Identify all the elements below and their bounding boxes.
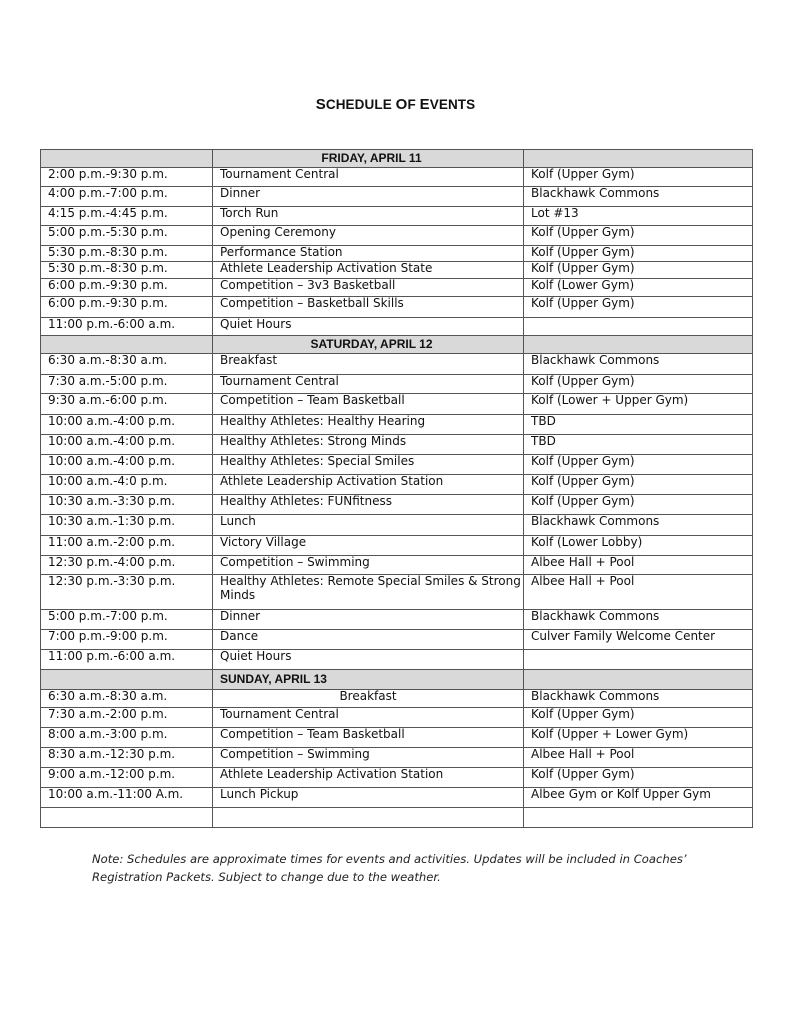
time-cell: 10:00 a.m.-4:00 p.m. bbox=[41, 435, 213, 455]
event-cell: Competition – 3v3 Basketball bbox=[213, 279, 524, 297]
event-cell: Athlete Leadership Activation Station bbox=[213, 475, 524, 495]
location-cell: Kolf (Upper Gym) bbox=[524, 455, 753, 475]
event-cell: Lunch Pickup bbox=[213, 788, 524, 808]
page-title: SCHEDULE OF EVENTS bbox=[315, 96, 476, 113]
location-cell: Blackhawk Commons bbox=[524, 690, 753, 708]
event-cell: Torch Run bbox=[213, 207, 524, 226]
location-cell: Kolf (Upper Gym) bbox=[524, 262, 753, 279]
header-blank-cell bbox=[41, 670, 213, 690]
location-cell: Kolf (Upper + Lower Gym) bbox=[524, 728, 753, 748]
time-cell: 10:00 a.m.-4:0 p.m. bbox=[41, 475, 213, 495]
schedule-row bbox=[41, 708, 753, 728]
time-cell: 11:00 p.m.-6:00 a.m. bbox=[41, 318, 213, 336]
time-cell: 11:00 a.m.-2:00 p.m. bbox=[41, 536, 213, 556]
event-cell: Dinner bbox=[213, 187, 524, 207]
time-cell: 5:00 p.m.-7:00 p.m. bbox=[41, 610, 213, 630]
schedule-row bbox=[41, 808, 753, 828]
schedule-row bbox=[41, 187, 753, 207]
time-cell: 4:00 p.m.-7:00 p.m. bbox=[41, 187, 213, 207]
event-cell: Competition – Team Basketball bbox=[213, 394, 524, 415]
schedule-row bbox=[41, 279, 753, 297]
schedule-row bbox=[41, 207, 753, 226]
location-cell: Culver Family Welcome Center bbox=[524, 630, 753, 650]
location-cell: Kolf (Upper Gym) bbox=[524, 375, 753, 394]
location-cell: Blackhawk Commons bbox=[524, 187, 753, 207]
time-cell: 7:00 p.m.-9:00 p.m. bbox=[41, 630, 213, 650]
time-cell: 7:30 a.m.-5:00 p.m. bbox=[41, 375, 213, 394]
event-cell: Competition – Swimming bbox=[213, 556, 524, 575]
time-cell: 12:30 p.m.-3:30 p.m. bbox=[41, 575, 213, 610]
header-blank-cell bbox=[524, 336, 753, 354]
event-cell: Competition – Team Basketball bbox=[213, 728, 524, 748]
location-cell: Kolf (Upper Gym) bbox=[524, 495, 753, 515]
time-cell: 8:30 a.m.-12:30 p.m. bbox=[41, 748, 213, 768]
time-cell: 6:00 p.m.-9:30 p.m. bbox=[41, 297, 213, 318]
schedule-row bbox=[41, 495, 753, 515]
location-cell: Kolf (Upper Gym) bbox=[524, 226, 753, 246]
location-cell: Kolf (Upper Gym) bbox=[524, 708, 753, 728]
schedule-row bbox=[41, 262, 753, 279]
event-cell: Athlete Leadership Activation Station bbox=[213, 768, 524, 788]
time-cell: 10:00 a.m.-4:00 p.m. bbox=[41, 415, 213, 435]
schedule-row bbox=[41, 415, 753, 435]
location-cell: Blackhawk Commons bbox=[524, 515, 753, 536]
time-cell: 6:30 a.m.-8:30 a.m. bbox=[41, 354, 213, 375]
event-cell: Competition – Swimming bbox=[213, 748, 524, 768]
location-cell: Albee Hall + Pool bbox=[524, 575, 753, 610]
header-blank-cell bbox=[524, 150, 753, 168]
time-cell: 11:00 p.m.-6:00 a.m. bbox=[41, 650, 213, 670]
schedule-row bbox=[41, 318, 753, 336]
event-cell: Quiet Hours bbox=[213, 650, 524, 670]
schedule-row bbox=[41, 246, 753, 262]
event-cell: Competition – Basketball Skills bbox=[213, 297, 524, 318]
location-cell: Kolf (Lower + Upper Gym) bbox=[524, 394, 753, 415]
location-cell: Lot #13 bbox=[524, 207, 753, 226]
schedule-row bbox=[41, 610, 753, 630]
schedule-row bbox=[41, 394, 753, 415]
event-cell bbox=[213, 808, 524, 828]
schedule-row bbox=[41, 455, 753, 475]
location-cell: Albee Hall + Pool bbox=[524, 748, 753, 768]
schedule-row bbox=[41, 690, 753, 708]
event-cell: Tournament Central bbox=[213, 168, 524, 187]
schedule-row bbox=[41, 475, 753, 495]
event-cell: Tournament Central bbox=[213, 375, 524, 394]
schedule-row bbox=[41, 297, 753, 318]
location-cell: TBD bbox=[524, 435, 753, 455]
day-header: FRIDAY, APRIL 11 bbox=[213, 150, 524, 168]
time-cell: 5:30 p.m.-8:30 p.m. bbox=[41, 262, 213, 279]
event-cell: Healthy Athletes: Strong Minds bbox=[213, 435, 524, 455]
schedule-row bbox=[41, 226, 753, 246]
time-cell: 8:00 a.m.-3:00 p.m. bbox=[41, 728, 213, 748]
location-cell: Blackhawk Commons bbox=[524, 610, 753, 630]
location-cell: Kolf (Upper Gym) bbox=[524, 297, 753, 318]
time-cell: 4:15 p.m.-4:45 p.m. bbox=[41, 207, 213, 226]
location-cell: Kolf (Upper Gym) bbox=[524, 475, 753, 495]
event-cell: Dinner bbox=[213, 610, 524, 630]
location-cell: Albee Gym or Kolf Upper Gym bbox=[524, 788, 753, 808]
event-cell: Healthy Athletes: Healthy Hearing bbox=[213, 415, 524, 435]
schedule-row bbox=[41, 375, 753, 394]
schedule-row bbox=[41, 748, 753, 768]
day-header-row bbox=[41, 336, 753, 354]
schedule-row bbox=[41, 630, 753, 650]
schedule-row bbox=[41, 556, 753, 575]
day-header-row bbox=[41, 670, 753, 690]
event-cell: Lunch bbox=[213, 515, 524, 536]
time-cell bbox=[41, 808, 213, 828]
event-cell: Quiet Hours bbox=[213, 318, 524, 336]
schedule-row bbox=[41, 354, 753, 375]
event-cell: Dance bbox=[213, 630, 524, 650]
time-cell: 5:30 p.m.-8:30 p.m. bbox=[41, 246, 213, 262]
schedule-note: Note: Schedules are approximate times for events and activities. Updates will be included in Coaches’ Registration Packets. Subject to change due to the weather. bbox=[92, 852, 687, 884]
time-cell: 9:00 a.m.-12:00 p.m. bbox=[41, 768, 213, 788]
header-blank-cell bbox=[41, 150, 213, 168]
schedule-row bbox=[41, 575, 753, 610]
event-cell: Tournament Central bbox=[213, 708, 524, 728]
schedule-row bbox=[41, 536, 753, 556]
location-cell: Kolf (Lower Lobby) bbox=[524, 536, 753, 556]
event-cell: Breakfast bbox=[213, 690, 524, 708]
header-blank-cell bbox=[41, 336, 213, 354]
location-cell: Kolf (Upper Gym) bbox=[524, 168, 753, 187]
event-cell: Victory Village bbox=[213, 536, 524, 556]
time-cell: 10:30 a.m.-3:30 p.m. bbox=[41, 495, 213, 515]
time-cell: 7:30 a.m.-2:00 p.m. bbox=[41, 708, 213, 728]
schedule-row bbox=[41, 728, 753, 748]
schedule-row bbox=[41, 788, 753, 808]
time-cell: 6:30 a.m.-8:30 a.m. bbox=[41, 690, 213, 708]
day-header: SUNDAY, APRIL 13 bbox=[213, 670, 524, 690]
event-cell: Breakfast bbox=[213, 354, 524, 375]
time-cell: 5:00 p.m.-5:30 p.m. bbox=[41, 226, 213, 246]
location-cell: Albee Hall + Pool bbox=[524, 556, 753, 575]
schedule-row bbox=[41, 768, 753, 788]
time-cell: 2:00 p.m.-9:30 p.m. bbox=[41, 168, 213, 187]
location-cell: Kolf (Lower Gym) bbox=[524, 279, 753, 297]
header-blank-cell bbox=[524, 670, 753, 690]
time-cell: 9:30 a.m.-6:00 p.m. bbox=[41, 394, 213, 415]
event-cell: Athlete Leadership Activation State bbox=[213, 262, 524, 279]
time-cell: 6:00 p.m.-9:30 p.m. bbox=[41, 279, 213, 297]
schedule-row bbox=[41, 515, 753, 536]
location-cell: Kolf (Upper Gym) bbox=[524, 246, 753, 262]
location-cell: Blackhawk Commons bbox=[524, 354, 753, 375]
schedule-row bbox=[41, 650, 753, 670]
event-cell: Performance Station bbox=[213, 246, 524, 262]
event-cell: Opening Ceremony bbox=[213, 226, 524, 246]
location-cell: TBD bbox=[524, 415, 753, 435]
time-cell: 10:00 a.m.-11:00 A.m. bbox=[41, 788, 213, 808]
time-cell: 10:30 a.m.-1:30 p.m. bbox=[41, 515, 213, 536]
time-cell: 10:00 a.m.-4:00 p.m. bbox=[41, 455, 213, 475]
location-cell bbox=[524, 808, 753, 828]
day-header: SATURDAY, APRIL 12 bbox=[213, 336, 524, 354]
event-cell: Healthy Athletes: Remote Special Smiles & Strong Minds bbox=[213, 575, 524, 610]
schedule-table bbox=[40, 149, 753, 828]
event-cell: Healthy Athletes: Special Smiles bbox=[213, 455, 524, 475]
time-cell: 12:30 p.m.-4:00 p.m. bbox=[41, 556, 213, 575]
schedule-row bbox=[41, 168, 753, 187]
event-cell: Healthy Athletes: FUNfitness bbox=[213, 495, 524, 515]
location-cell bbox=[524, 318, 753, 336]
day-header-row bbox=[41, 150, 753, 168]
location-cell bbox=[524, 650, 753, 670]
location-cell: Kolf (Upper Gym) bbox=[524, 768, 753, 788]
schedule-row bbox=[41, 435, 753, 455]
